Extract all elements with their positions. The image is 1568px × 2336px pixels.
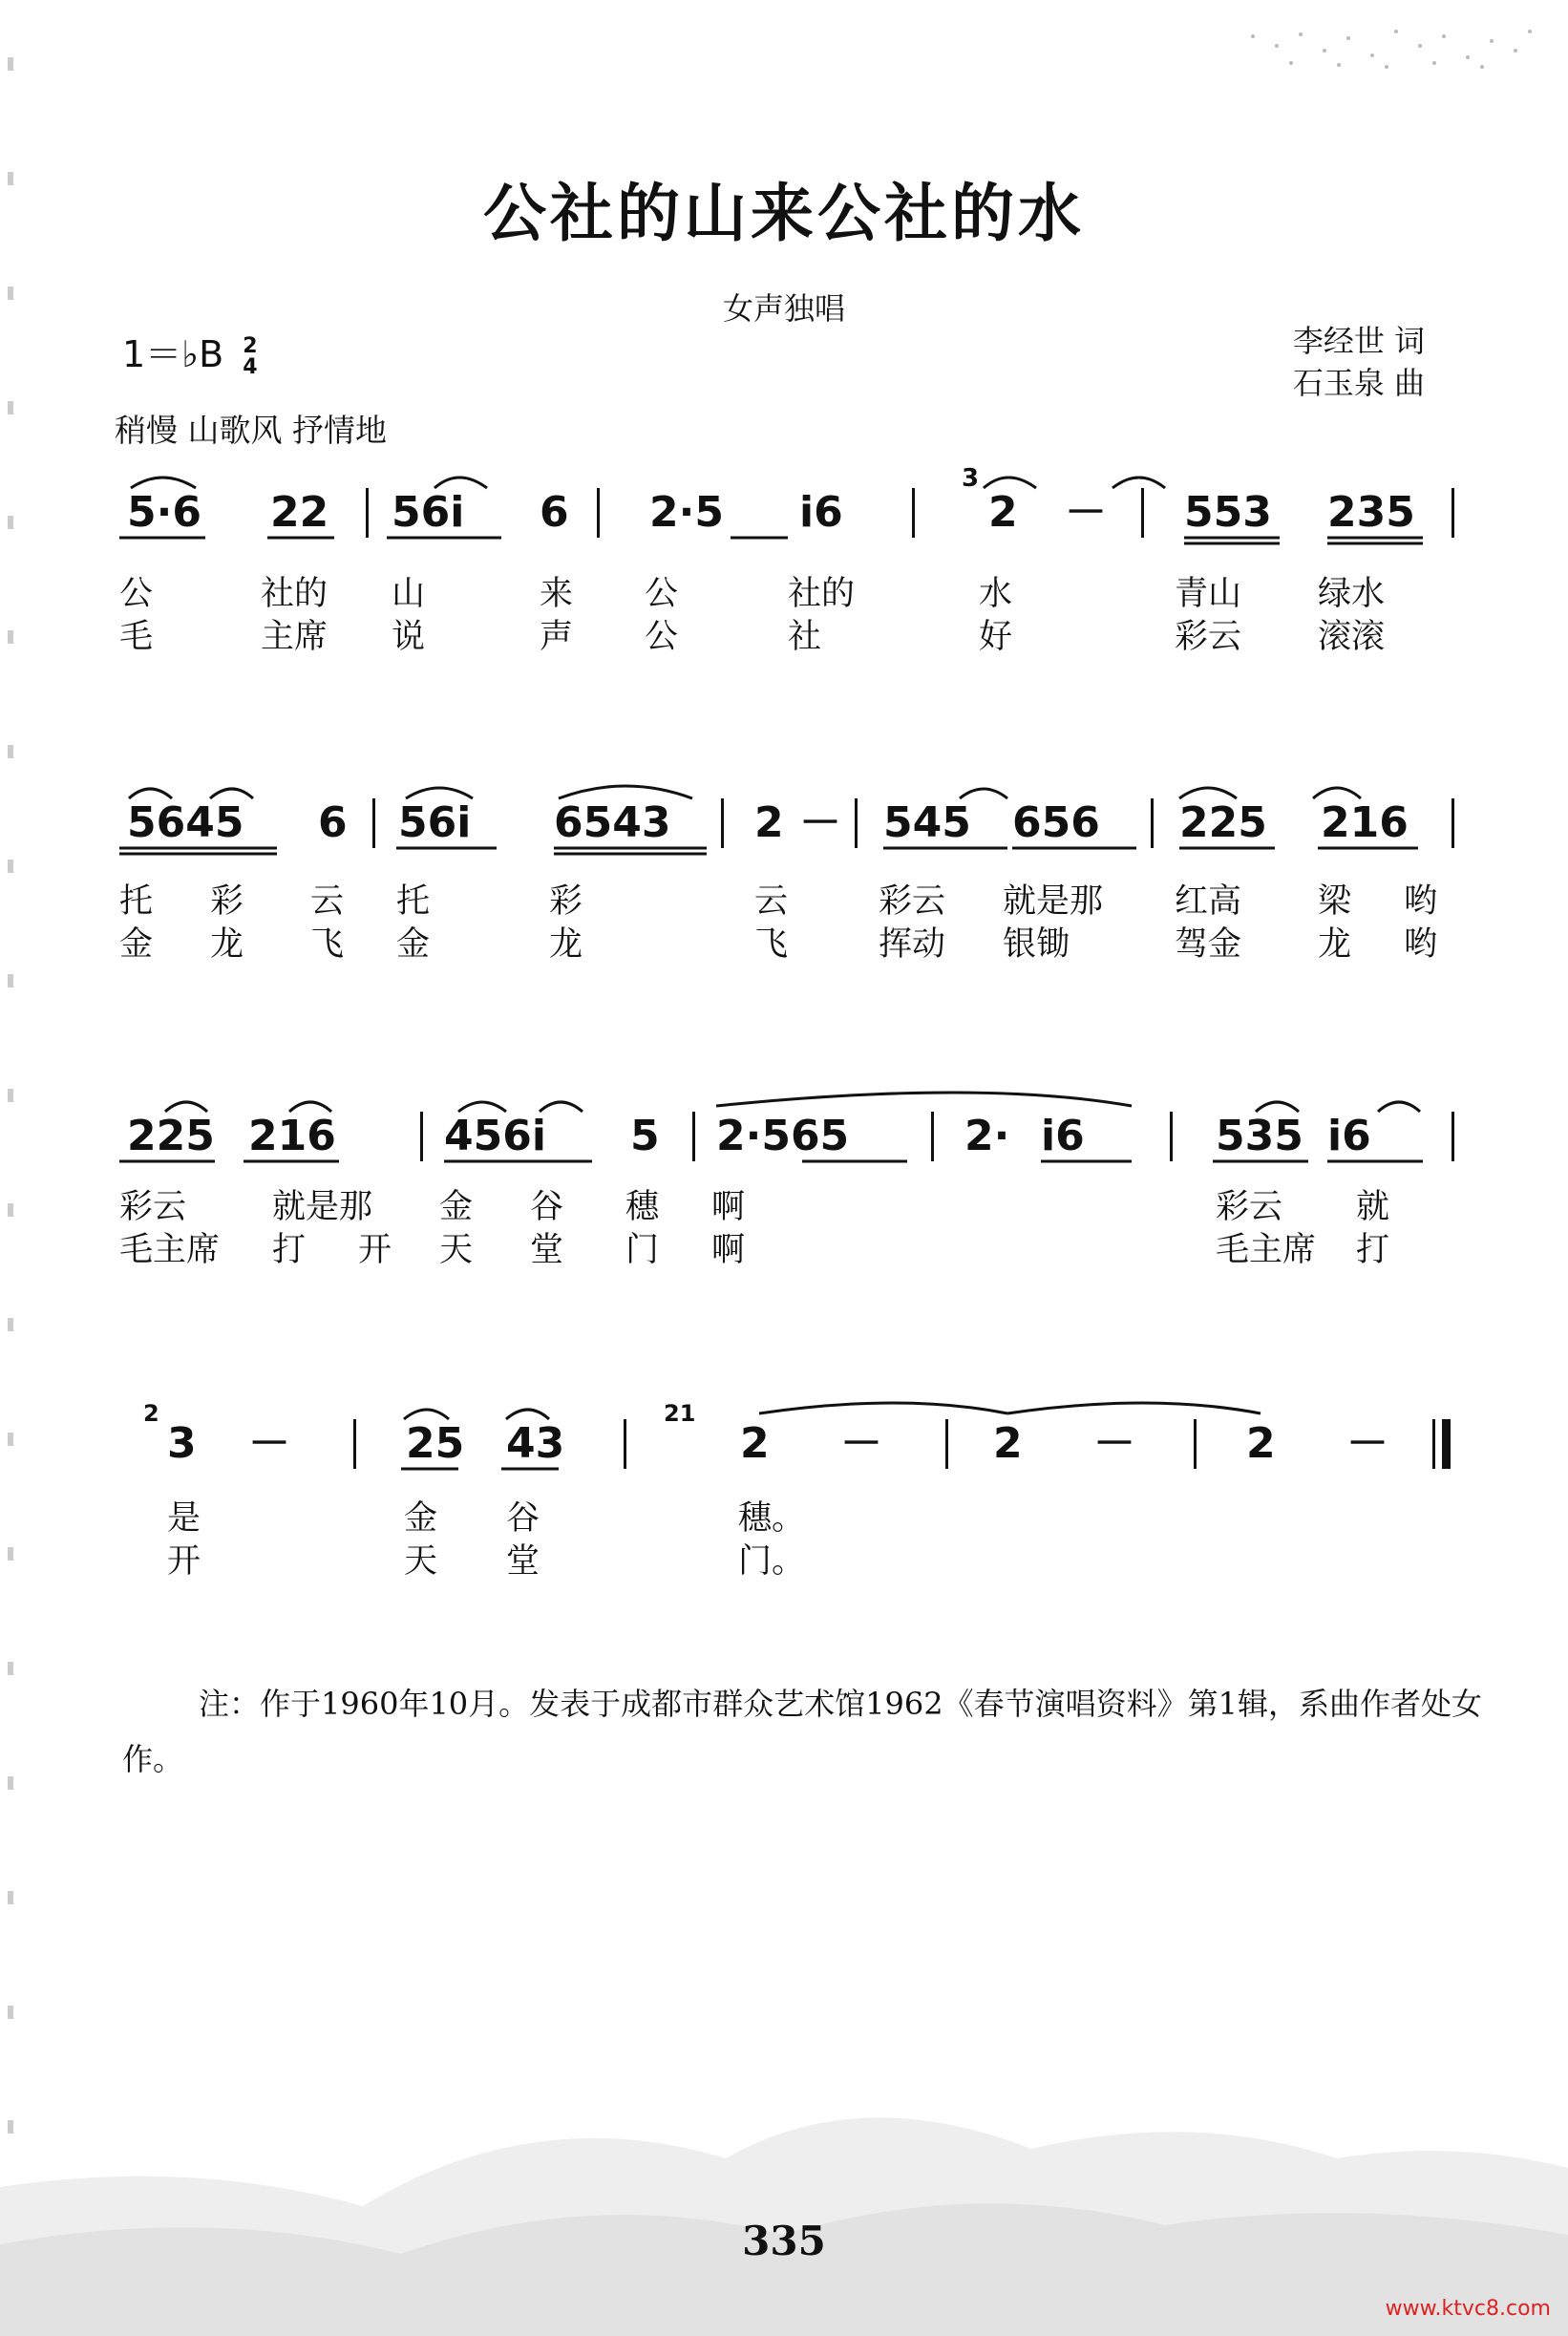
note-group: 56i [398, 798, 472, 847]
composer-credit: 石玉泉 曲 [1292, 365, 1425, 401]
barline [1194, 1419, 1197, 1469]
song-title: 公社的山来公社的水 [483, 176, 1085, 250]
note-group: 225 [1179, 798, 1267, 847]
dash: － [248, 1419, 290, 1468]
barline [372, 798, 375, 848]
note-group: 2·565 [716, 1112, 850, 1160]
dash: － [1065, 488, 1107, 537]
barline [1141, 488, 1144, 538]
note-group: 2· [964, 1112, 1010, 1160]
score-system-3 [119, 1106, 1456, 1173]
barline [1451, 1112, 1454, 1161]
note-group: 3 [167, 1419, 197, 1468]
note-group: 2 [740, 1419, 770, 1468]
note-group: i6 [1327, 1112, 1371, 1160]
note-group: 5·6 [127, 488, 201, 537]
note-group: i6 [1041, 1112, 1085, 1160]
barline [945, 1419, 948, 1469]
grace-note: 2 [143, 1400, 159, 1427]
score-system-2 [119, 793, 1456, 860]
grace-note: 21 [664, 1400, 696, 1427]
barline [624, 1419, 626, 1469]
note-group: 5 [630, 1112, 660, 1160]
barline [1451, 488, 1454, 538]
lyrics-system-3: 彩云 就是那 金 谷 穗 啊 彩云 就 毛主席 打 开 天 堂 门 啊 毛主席 打 [119, 1188, 1390, 1269]
key-signature [122, 325, 258, 378]
tempo-marking: 稍慢 山歌风 抒情地 [115, 412, 387, 449]
time-signature: 2 4 [243, 333, 258, 379]
note-group: 25 [406, 1419, 465, 1468]
barline [1451, 798, 1454, 848]
song-subtitle: 女声独唱 [722, 290, 845, 327]
note-group: 216 [248, 1112, 336, 1160]
note-group: 56i [392, 488, 465, 537]
lyrics-system-4: 是 金 谷 穗。 开 天 堂 门。 [167, 1499, 806, 1581]
key-label: 1＝♭B [122, 333, 224, 375]
note-group: 22 [270, 488, 329, 537]
note-group: 456i [444, 1112, 546, 1160]
barline [692, 1112, 695, 1161]
note-group: 2·5 [649, 488, 724, 537]
credits [1293, 320, 1425, 404]
corner-texture [1234, 17, 1549, 76]
final-barline-thick [1442, 1419, 1451, 1469]
mountain-texture [0, 2044, 1568, 2336]
note-group: 6 [540, 488, 569, 537]
watermark: www.ktvc8.com [1385, 2297, 1551, 2321]
lyrics-system-1: 公 社的 山 来 公 社的 水 青山 绿水 毛 主席 说 声 公 社 好 彩云 滚滚 [119, 575, 1386, 656]
note-group: 5645 [127, 798, 244, 847]
barline [1151, 798, 1154, 848]
note-group: 225 [127, 1112, 215, 1160]
barline [420, 1112, 423, 1161]
dash: － [1093, 1419, 1135, 1468]
dash: － [1346, 1419, 1388, 1468]
note-group: 235 [1327, 488, 1415, 537]
side-margin-marks [6, 57, 17, 2254]
note-group: 553 [1184, 488, 1272, 537]
note-group: 2 [1246, 1419, 1276, 1468]
note-group: i6 [799, 488, 843, 537]
dash: － [799, 798, 841, 847]
note-group: 535 [1216, 1112, 1303, 1160]
note-group: 2 [988, 488, 1018, 537]
note-group: 656 [1012, 798, 1100, 847]
barline [721, 798, 724, 848]
dash: － [840, 1419, 882, 1468]
lyrics-system-2: 托 彩 云 托 彩 云 彩云 就是那 红高 梁 哟 金 龙 飞 金 龙 飞 挥动 银锄 驾金 龙 哟 [119, 882, 1438, 964]
grace-note: 3 [962, 464, 980, 493]
barline [855, 798, 858, 848]
barline [912, 488, 915, 538]
score-system-1 [119, 464, 1456, 549]
note-group: 545 [883, 798, 971, 847]
note-group: 2 [754, 798, 784, 847]
score-system-4 [119, 1400, 1456, 1480]
note-group: 2 [993, 1419, 1023, 1468]
barline [597, 488, 600, 538]
note-group: 6543 [554, 798, 671, 847]
final-barline-thin [1432, 1419, 1435, 1469]
barline [353, 1419, 356, 1469]
lyricist-credit: 李经世 词 [1292, 323, 1425, 359]
barline [931, 1112, 934, 1161]
barline [366, 488, 369, 538]
footnote: 注：作于1960年10月。发表于成都市群众艺术馆1962《春节演唱资料》第1辑，系曲作者处女作。 [122, 1686, 1482, 1777]
note-group: 43 [506, 1419, 565, 1468]
note-group: 216 [1321, 798, 1409, 847]
barline [1170, 1112, 1173, 1161]
note-group: 6 [318, 798, 348, 847]
page-number: 335 [742, 2218, 826, 2264]
